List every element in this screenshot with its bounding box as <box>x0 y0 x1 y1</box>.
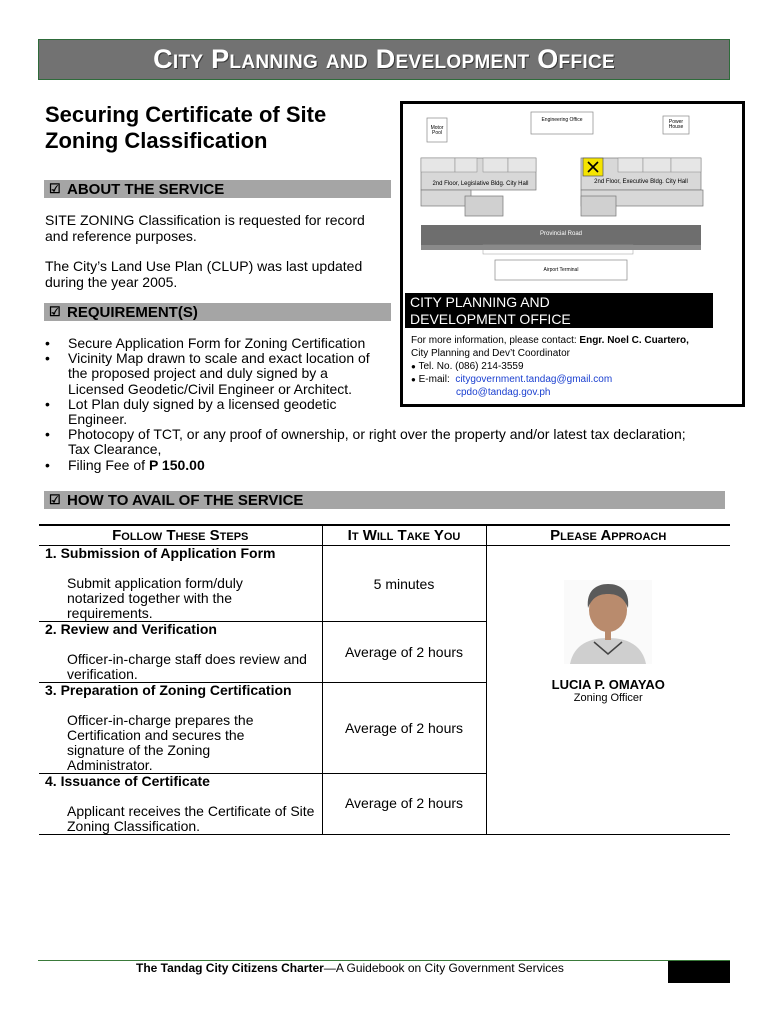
page-title: Securing Certificate of Site Zoning Classification <box>45 102 327 153</box>
avail-section-header <box>44 491 725 509</box>
about-paragraph-2: The City’s Land Use Plan (CLUP) was last updated during the year 2005. <box>45 258 363 290</box>
office-title: City Planning and Development Office <box>153 44 615 74</box>
footer-text: The Tandag City Citizens Charter—A Guidebook on City Government Services <box>136 961 564 975</box>
step-description: Applicant receives the Certificate of Site Zoning Classification. <box>67 803 315 834</box>
map-label-power-house: Power House <box>668 119 684 130</box>
contact-email: ● E-mail: citygovernment.tandag@gmail.com <box>411 374 613 385</box>
contact-role: City Planning and Dev’t Coordinator <box>411 348 570 359</box>
list-item: • Photocopy of TCT, or any proof of ownership, or right over the property and/or latest tax declaration; Tax Clearance, <box>45 426 686 458</box>
office-name-banner: CITY PLANNING AND DEVELOPMENT OFFICE <box>405 293 713 328</box>
step-time: Average of 2 hours <box>344 720 464 736</box>
step-time: 5 minutes <box>373 576 435 592</box>
step-description: Submit application form/duly notarized together with the requirements. <box>67 575 243 621</box>
requirements-section-header <box>44 303 391 321</box>
step-title: 1. Submission of Application Form <box>45 545 276 561</box>
officer-title: Zoning Officer <box>573 692 643 704</box>
list-item: • Filing Fee of P 150.00 <box>45 456 205 473</box>
map-label-legislative-bldg: 2nd Floor, Legislative Bldg. City Hall <box>432 181 529 187</box>
step-title: 3. Preparation of Zoning Certification <box>45 682 292 698</box>
step-description: Officer-in-charge prepares the Certification and secures the signature of the Zoning Administrator. <box>67 712 254 773</box>
list-item: • Vicinity Map drawn to scale and exact location of the proposed project and duly signed by a Licensed Geodetic/Civil Engineer or Architect. <box>45 350 370 397</box>
filing-fee-value: P 150.00 <box>148 456 205 473</box>
approach-cell <box>486 546 730 835</box>
column-header-steps: Follow These Steps <box>39 525 322 546</box>
map-label-engineering-office: Engineering Office <box>541 117 583 123</box>
about-paragraph-1: SITE ZONING Classification is requested for record and reference purposes. <box>45 212 365 244</box>
officer-photo <box>564 580 652 664</box>
contact-info: For more information, please contact: Engr. Noel C. Cuartero, City Planning and Dev’t Coordinator ● Tel. No. (086) 214-3559 ● E-mail: citygovernment.tandag@gmail.com cpdo@tandag.gov.ph <box>411 334 731 399</box>
step-title: 4. Issuance of Certificate <box>45 773 210 789</box>
about-heading: ABOUT THE SERVICE <box>67 180 225 198</box>
map-label-provincial-road: Provincial Road <box>539 231 583 237</box>
list-item: • Secure Application Form for Zoning Certification <box>45 335 366 351</box>
contact-tel: ● Tel. No. (086) 214-3559 <box>411 361 524 372</box>
column-header-approach: Please Approach <box>486 525 730 546</box>
checkbox-icon: ☑ <box>49 492 61 507</box>
step-title: 2. Review and Verification <box>45 621 217 637</box>
about-section-header <box>44 180 391 198</box>
requirements-heading: REQUIREMENT(S) <box>67 303 198 321</box>
list-item: • Lot Plan duly signed by a licensed geodetic Engineer. <box>45 395 337 428</box>
page-number-box <box>668 961 730 983</box>
table-header-row <box>39 525 730 546</box>
checkbox-icon: ☑ <box>49 181 61 196</box>
table-row <box>39 546 730 622</box>
checkbox-icon: ☑ <box>49 304 61 319</box>
guide-name: The Tandag City Citizens Charter <box>136 961 324 975</box>
email-link-1[interactable]: citygovernment.tandag@gmail.com <box>455 374 613 385</box>
step-description: Officer-in-charge staff does review and verification. <box>67 651 307 682</box>
avail-heading: HOW TO AVAIL OF THE SERVICE <box>67 491 304 509</box>
map-label-executive-bldg: 2nd Floor, Executive Bldg. City Hall <box>594 179 688 185</box>
header-banner <box>38 39 730 80</box>
map-label-motor-pool: Motor Pool <box>430 125 444 136</box>
step-time: Average of 2 hours <box>344 795 464 811</box>
map-label-airport-terminal: Airport Terminal <box>543 267 579 273</box>
steps-table <box>39 524 730 835</box>
email-link-2[interactable]: cpdo@tandag.gov.ph <box>456 387 551 398</box>
contact-name: Engr. Noel C. Cuartero, <box>579 335 689 346</box>
step-time: Average of 2 hours <box>344 644 464 660</box>
officer-name: LUCIA P. OMAYAO <box>551 677 665 692</box>
column-header-time: It Will Take You <box>322 525 486 546</box>
